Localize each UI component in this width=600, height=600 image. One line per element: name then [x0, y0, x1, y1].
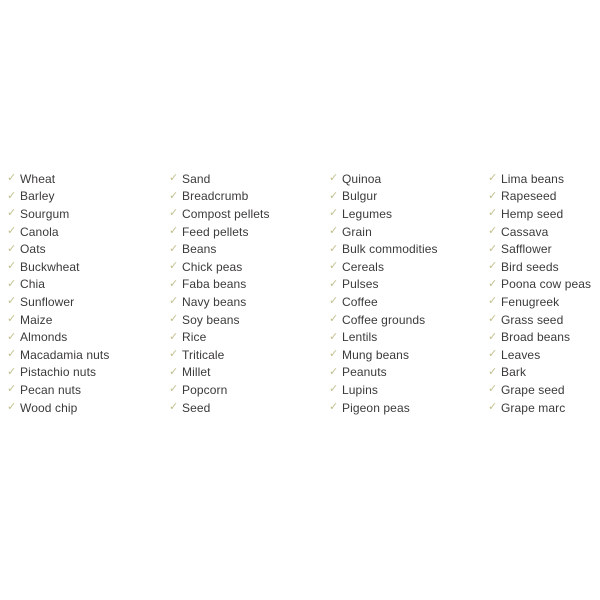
list-item — [169, 293, 329, 311]
list-item-label: Coffee — [342, 294, 378, 309]
checkmark-icon: ✓ — [488, 189, 498, 202]
list-item — [488, 399, 600, 417]
list-item-label: Grass seed — [501, 312, 564, 327]
list-item — [329, 170, 488, 188]
list-item-label: Seed — [182, 400, 211, 415]
list-item — [169, 399, 329, 417]
checkmark-icon: ✓ — [329, 330, 339, 343]
list-item — [7, 346, 169, 364]
checkmark-icon: ✓ — [169, 242, 179, 255]
checkmark-icon: ✓ — [7, 225, 17, 238]
list-item-label: Macadamia nuts — [20, 347, 110, 362]
list-item-label: Buckwheat — [20, 259, 80, 274]
list-item — [7, 381, 169, 399]
list-item-label: Lupins — [342, 382, 378, 397]
checkmark-icon: ✓ — [7, 207, 17, 220]
list-item-label: Poona cow peas — [501, 277, 592, 292]
checkmark-icon: ✓ — [488, 365, 498, 378]
list-item — [169, 258, 329, 276]
list-item — [329, 276, 488, 294]
list-item-label: Bird seeds — [501, 259, 559, 274]
list-item — [7, 364, 169, 382]
list-item — [329, 223, 488, 241]
checkmark-icon: ✓ — [169, 348, 179, 361]
list-item-label: Wheat — [20, 171, 56, 186]
list-item — [329, 381, 488, 399]
list-item-label: Leaves — [501, 347, 541, 362]
checkmark-icon: ✓ — [7, 383, 17, 396]
checkmark-icon: ✓ — [329, 277, 339, 290]
checkmark-icon: ✓ — [329, 242, 339, 255]
list-item — [488, 223, 600, 241]
checkmark-icon: ✓ — [7, 189, 17, 202]
checkmark-icon: ✓ — [169, 207, 179, 220]
checklist-column-3 — [329, 170, 488, 416]
checkmark-icon: ✓ — [169, 260, 179, 273]
list-item-label: Breadcrumb — [182, 189, 249, 204]
list-item — [488, 258, 600, 276]
list-item-label: Chia — [20, 277, 46, 292]
list-item — [169, 240, 329, 258]
list-item — [488, 188, 600, 206]
list-item-label: Cassava — [501, 224, 549, 239]
checkmark-icon: ✓ — [7, 330, 17, 343]
list-item — [7, 293, 169, 311]
list-item-label: Cereals — [342, 259, 385, 274]
list-item-label: Soy beans — [182, 312, 240, 327]
list-item — [169, 223, 329, 241]
list-item — [7, 223, 169, 241]
checkmark-icon: ✓ — [488, 277, 498, 290]
list-item — [488, 381, 600, 399]
checkmark-icon: ✓ — [329, 348, 339, 361]
list-item-label: Quinoa — [342, 171, 382, 186]
list-item-label: Bark — [501, 365, 527, 380]
list-item — [7, 399, 169, 417]
list-item — [488, 240, 600, 258]
list-item — [7, 311, 169, 329]
list-item-label: Peanuts — [342, 365, 387, 380]
list-item — [169, 364, 329, 382]
list-item-label: Navy beans — [182, 294, 247, 309]
list-item-label: Feed pellets — [182, 224, 249, 239]
list-item-label: Popcorn — [182, 382, 228, 397]
checklist-column-4 — [488, 170, 600, 416]
list-item-label: Fenugreek — [501, 294, 560, 309]
list-item — [7, 258, 169, 276]
list-item — [488, 170, 600, 188]
list-item-label: Broad beans — [501, 330, 571, 345]
list-item — [7, 170, 169, 188]
list-item-label: Rapeseed — [501, 189, 557, 204]
list-item-label: Pulses — [342, 277, 379, 292]
list-item-label: Hemp seed — [501, 206, 564, 221]
list-item — [169, 328, 329, 346]
checkmark-icon: ✓ — [488, 295, 498, 308]
list-item-label: Faba beans — [182, 277, 247, 292]
checkmark-icon: ✓ — [7, 277, 17, 290]
list-item — [169, 381, 329, 399]
checkmark-icon: ✓ — [169, 277, 179, 290]
checkmark-icon: ✓ — [169, 172, 179, 185]
list-item — [329, 240, 488, 258]
checkmark-icon: ✓ — [329, 383, 339, 396]
list-item — [329, 328, 488, 346]
checklist-column-2 — [169, 170, 329, 416]
list-item — [169, 276, 329, 294]
list-item-label: Pistachio nuts — [20, 365, 97, 380]
checkmark-icon: ✓ — [488, 401, 498, 414]
checkmark-icon: ✓ — [169, 401, 179, 414]
list-item-label: Pigeon peas — [342, 400, 410, 415]
list-item — [329, 311, 488, 329]
list-item — [329, 293, 488, 311]
list-item-label: Sand — [182, 171, 211, 186]
list-item-label: Triticale — [182, 347, 225, 362]
checkmark-icon: ✓ — [329, 401, 339, 414]
checkmark-icon: ✓ — [169, 189, 179, 202]
checkmark-icon: ✓ — [488, 172, 498, 185]
list-item-label: Wood chip — [20, 400, 78, 415]
list-item — [169, 188, 329, 206]
checkmark-icon: ✓ — [329, 365, 339, 378]
list-item — [169, 205, 329, 223]
list-item-label: Pecan nuts — [20, 382, 82, 397]
list-item-label: Coffee grounds — [342, 312, 426, 327]
list-item — [329, 399, 488, 417]
list-item-label: Millet — [182, 365, 211, 380]
list-item — [488, 276, 600, 294]
list-item — [7, 276, 169, 294]
list-item — [7, 188, 169, 206]
checkmark-icon: ✓ — [329, 295, 339, 308]
checkmark-icon: ✓ — [7, 348, 17, 361]
list-item-label: Legumes — [342, 206, 393, 221]
list-item-label: Rice — [182, 330, 207, 345]
checkmark-icon: ✓ — [488, 207, 498, 220]
list-item — [488, 293, 600, 311]
checkmark-icon: ✓ — [169, 225, 179, 238]
checkmark-icon: ✓ — [7, 401, 17, 414]
list-item — [169, 311, 329, 329]
checkmark-icon: ✓ — [329, 189, 339, 202]
list-item-label: Lima beans — [501, 171, 565, 186]
list-item — [329, 205, 488, 223]
list-item-label: Mung beans — [342, 347, 410, 362]
checkmark-icon: ✓ — [169, 313, 179, 326]
checkmark-icon: ✓ — [329, 207, 339, 220]
commodity-checklist — [7, 170, 600, 416]
checkmark-icon: ✓ — [7, 172, 17, 185]
checkmark-icon: ✓ — [488, 383, 498, 396]
list-item — [169, 170, 329, 188]
checkmark-icon: ✓ — [329, 260, 339, 273]
list-item-label: Sunflower — [20, 294, 75, 309]
checkmark-icon: ✓ — [169, 330, 179, 343]
checklist-column-1 — [7, 170, 169, 416]
checkmark-icon: ✓ — [488, 348, 498, 361]
list-item-label: Sourgum — [20, 206, 70, 221]
checkmark-icon: ✓ — [488, 242, 498, 255]
checkmark-icon: ✓ — [329, 225, 339, 238]
list-item — [488, 328, 600, 346]
checkmark-icon: ✓ — [488, 225, 498, 238]
checkmark-icon: ✓ — [7, 313, 17, 326]
list-item-label: Grape seed — [501, 382, 565, 397]
checkmark-icon: ✓ — [7, 365, 17, 378]
list-item-label: Bulk commodities — [342, 242, 438, 257]
list-item — [488, 364, 600, 382]
list-item — [488, 205, 600, 223]
list-item-label: Safflower — [501, 242, 552, 257]
list-item-label: Bulgur — [342, 189, 378, 204]
checkmark-icon: ✓ — [169, 383, 179, 396]
list-item-label: Barley — [20, 189, 55, 204]
list-item — [7, 240, 169, 258]
checkmark-icon: ✓ — [329, 172, 339, 185]
checkmark-icon: ✓ — [7, 260, 17, 273]
list-item — [488, 346, 600, 364]
list-item — [329, 346, 488, 364]
list-item-label: Grain — [342, 224, 372, 239]
list-item — [488, 311, 600, 329]
list-item — [329, 364, 488, 382]
list-item — [169, 346, 329, 364]
list-item — [7, 328, 169, 346]
list-item-label: Maize — [20, 312, 53, 327]
checkmark-icon: ✓ — [488, 313, 498, 326]
checkmark-icon: ✓ — [329, 313, 339, 326]
list-item-label: Beans — [182, 242, 217, 257]
checkmark-icon: ✓ — [488, 260, 498, 273]
list-item-label: Canola — [20, 224, 59, 239]
list-item-label: Almonds — [20, 330, 68, 345]
list-item — [329, 258, 488, 276]
checkmark-icon: ✓ — [169, 365, 179, 378]
list-item — [7, 205, 169, 223]
list-item-label: Oats — [20, 242, 46, 257]
list-item-label: Grape marc — [501, 400, 566, 415]
checkmark-icon: ✓ — [7, 242, 17, 255]
checkmark-icon: ✓ — [169, 295, 179, 308]
checkmark-icon: ✓ — [7, 295, 17, 308]
list-item-label: Lentils — [342, 330, 378, 345]
list-item-label: Compost pellets — [182, 206, 270, 221]
list-item-label: Chick peas — [182, 259, 243, 274]
checkmark-icon: ✓ — [488, 330, 498, 343]
list-item — [329, 188, 488, 206]
